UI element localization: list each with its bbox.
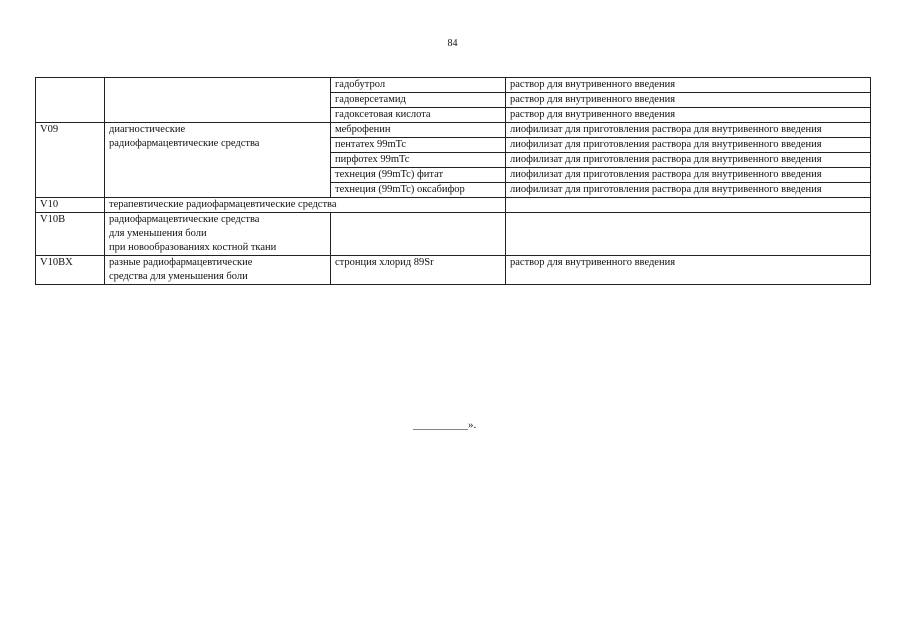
page-number: 84 <box>447 38 458 49</box>
table-row <box>36 78 871 93</box>
group-cell: диагностические радиофармацевтические средства <box>105 123 331 198</box>
atc-code-cell: V10 <box>36 198 105 213</box>
dosage-form-cell: раствор для внутривенного введения <box>506 93 871 108</box>
dosage-form-cell: лиофилизат для приготовления раствора для внутривенного введения <box>506 183 871 198</box>
closing-mark: __________». <box>413 419 477 431</box>
drug-name-cell: гадобутрол <box>331 78 506 93</box>
drug-name-cell: технеция (99mTc) фитат <box>331 168 506 183</box>
dosage-form-cell: лиофилизат для приготовления раствора для внутривенного введения <box>506 153 871 168</box>
group-cell: радиофармацевтические средства для уменьшения боли при новообразованиях костной ткани <box>105 213 331 256</box>
dosage-form-cell <box>506 213 871 256</box>
drug-name-cell <box>331 213 506 256</box>
dosage-form-cell: раствор для внутривенного введения <box>506 256 871 285</box>
group-cell: терапевтические радиофармацевтические средства <box>105 198 506 213</box>
drug-name-cell: технеция (99mTc) оксабифор <box>331 183 506 198</box>
table-row <box>36 256 871 285</box>
dosage-form-cell: лиофилизат для приготовления раствора для внутривенного введения <box>506 138 871 153</box>
table-row <box>36 123 871 138</box>
table-row <box>36 198 871 213</box>
dosage-form-cell: лиофилизат для приготовления раствора для внутривенного введения <box>506 168 871 183</box>
atc-code-cell: V10BX <box>36 256 105 285</box>
dosage-form-cell: лиофилизат для приготовления раствора для внутривенного введения <box>506 123 871 138</box>
drug-name-cell: гадоксетовая кислота <box>331 108 506 123</box>
table-row <box>36 213 871 256</box>
drug-name-cell: стронция хлорид 89Sr <box>331 256 506 285</box>
group-cell <box>105 78 331 123</box>
dosage-form-cell: раствор для внутривенного введения <box>506 108 871 123</box>
drug-table <box>35 77 871 285</box>
dosage-form-cell: раствор для внутривенного введения <box>506 78 871 93</box>
drug-name-cell: пентатех 99mTc <box>331 138 506 153</box>
drug-name-cell: меброфенин <box>331 123 506 138</box>
drug-name-cell: пирфотех 99mTc <box>331 153 506 168</box>
dosage-form-cell <box>506 198 871 213</box>
atc-code-cell: V10B <box>36 213 105 256</box>
atc-code-cell: V09 <box>36 123 105 198</box>
atc-code-cell <box>36 78 105 123</box>
drug-name-cell: гадоверсетамид <box>331 93 506 108</box>
group-cell: разные радиофармацевтические средства для уменьшения боли <box>105 256 331 285</box>
